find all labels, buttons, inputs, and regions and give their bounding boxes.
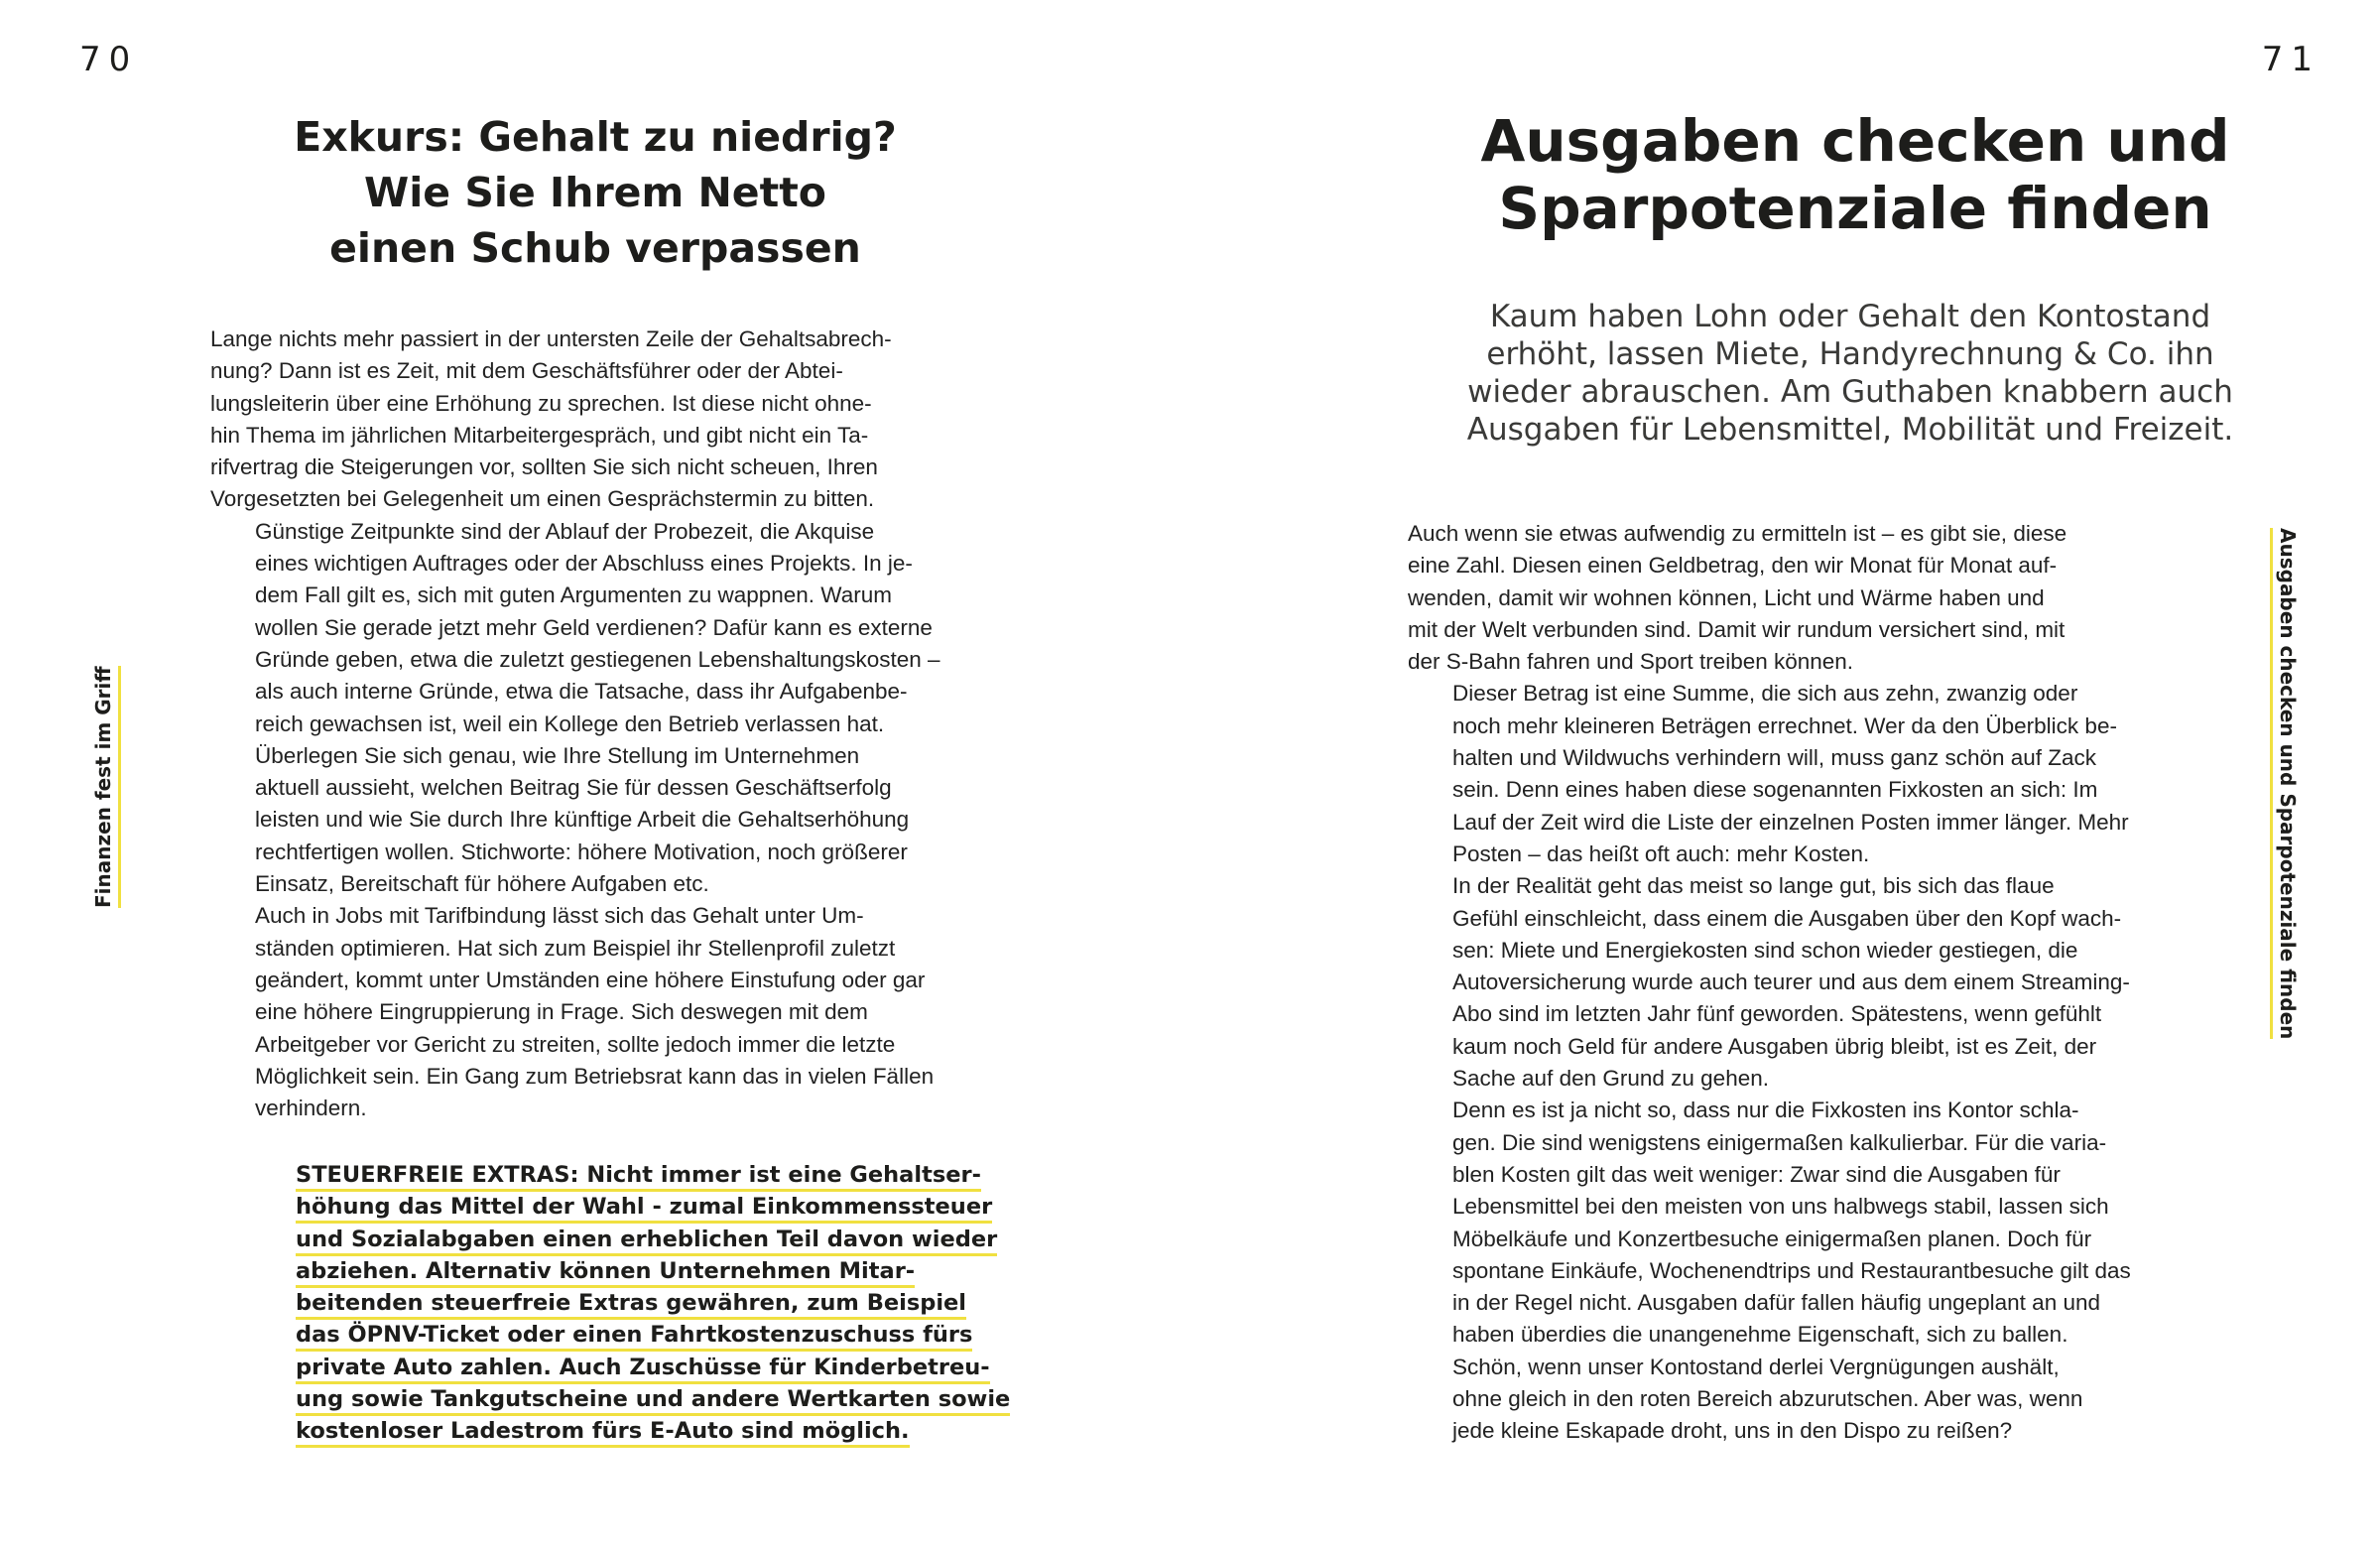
box-line-text: STEUERFREIE EXTRAS: Nicht immer ist eine Gehaltser- [296,1162,981,1192]
text-line: wollen Sie gerade jetzt mehr Geld verdienen? Dafür kann es externe [255,614,933,640]
text-line: ständen optimieren. Hat sich zum Beispiel ihr Stellenprofil zuletzt [255,935,896,961]
box-line [296,1415,1010,1447]
text-line: sen: Miete und Energiekosten sind schon wieder gestiegen, die [1452,937,2078,963]
text-line: Möbelkäufe und Konzertbesuche einigermaßen planen. Doch für [1452,1226,2092,1251]
paragraph [210,740,1004,900]
box-line [296,1319,1010,1351]
box-line-text: abziehen. Alternativ können Unternehmen Mitar- [296,1258,915,1288]
box-line [296,1159,1010,1191]
text-line: In der Realität geht das meist so lange gut, bis sich das flaue [1452,873,2055,899]
text-line: Lange nichts mehr passiert in der untersten Zeile der Gehaltsabrech- [210,326,892,351]
lead-line: erhöht, lassen Miete, Handyrechnung & Co. ihn [1486,336,2214,372]
text-line: gen. Die sind wenigstens einigermaßen kalkulierbar. Für die varia- [1452,1129,2107,1155]
text-line: Dieser Betrag ist eine Summe, die sich aus zehn, zwanzig oder [1452,681,2078,707]
paragraph [210,323,1004,516]
box-line-text: und Sozialabgaben einen erheblichen Teil davon wieder [296,1227,997,1256]
text-line: Auch wenn sie etwas aufwendig zu ermitteln ist – es gibt sie, diese [1408,521,2067,546]
paragraph [210,900,1004,1124]
heading-line: Ausgaben checken und [1480,107,2230,175]
box-line [296,1383,1010,1415]
text-line: blen Kosten gilt das weit weniger: Zwar sind die Ausgaben für [1452,1161,2061,1187]
section-side-label [2276,528,2300,1039]
text-line: mit der Welt verbunden sind. Damit wir rundum versichert sind, mit [1408,616,2066,642]
box-line-text: private Auto zahlen. Auch Zuschüsse für Kinderbetreu- [296,1355,990,1384]
text-line: Überlegen Sie sich genau, wie Ihre Stellung im Unternehmen [255,742,860,768]
chapter-heading [1429,107,2282,242]
text-line: halten und Wildwuchs verhindern will, muss ganz schön auf Zack [1452,745,2097,771]
lead-line: Kaum haben Lohn oder Gehalt den Kontostand [1489,299,2211,334]
paragraph [1408,678,2211,870]
section-side-label-text: Finanzen fest im Griff [91,666,121,908]
box-line-text: beitenden steuerfreie Extras gewähren, zum Beispiel [296,1290,966,1320]
text-line: Gefühl einschleicht, dass einem die Ausgaben über den Kopf wach- [1452,905,2122,931]
text-line: haben überdies die unangenehme Eigenschaft, sich zu ballen. [1452,1322,2068,1348]
text-line: dem Fall gilt es, sich mit guten Argumenten zu wappnen. Warum [255,582,892,608]
heading-line: Exkurs: Gehalt zu niedrig? [294,113,897,161]
text-line: aktuell aussieht, welchen Beitrag Sie für dessen Geschäftserfolg [255,775,892,801]
text-line: in der Regel nicht. Ausgaben dafür fallen häufig ungeplant an und [1452,1290,2100,1316]
section-side-label-text: Ausgaben checken und Sparpotenziale finden [2270,528,2300,1039]
paragraph [210,516,1004,740]
box-line [296,1287,1010,1319]
tax-free-extras-box [296,1159,1010,1448]
text-line: Denn es ist ja nicht so, dass nur die Fixkosten ins Kontor schla- [1452,1098,2079,1123]
text-line: eines wichtigen Auftrages oder der Abschluss eines Projekts. In je- [255,551,913,577]
text-line: Vorgesetzten bei Gelegenheit um einen Gesprächstermin zu bitten. [210,486,875,512]
text-line: Autoversicherung wurde auch teurer und aus dem einem Streaming- [1452,969,2130,995]
text-line: sein. Denn eines haben diese sogenannten Fixkosten an sich: Im [1452,777,2098,803]
text-line: der S-Bahn fahren und Sport treiben können. [1408,649,1854,675]
section-side-label [91,666,115,908]
text-line: rifvertrag die Steigerungen vor, sollten Sie sich nicht scheuen, Ihren [210,454,878,480]
box-line [296,1255,1010,1287]
heading-line: Sparpotenziale finden [1498,175,2212,242]
right-page [1190,0,2380,1551]
paragraph [1408,1095,2211,1351]
text-line: eine Zahl. Diesen einen Geldbetrag, den wir Monat für Monat auf- [1408,553,2058,579]
text-line: Möglichkeit sein. Ein Gang zum Betriebsrat kann das in vielen Fällen [255,1063,935,1089]
box-line [296,1224,1010,1255]
excursus-heading [238,109,952,276]
text-line: eine höhere Eingruppierung in Frage. Sich deswegen mit dem [255,999,868,1025]
text-line: Gründe geben, etwa die zuletzt gestiegenen Lebenshaltungskosten – [255,646,940,672]
heading-line: Wie Sie Ihrem Netto [364,169,826,216]
lead-line: wieder abrauschen. Am Guthaben knabbern auch [1467,374,2233,410]
heading-line: einen Schub verpassen [329,224,861,272]
box-line-text: ung sowie Tankgutscheine und andere Wertkarten sowie [296,1386,1010,1416]
text-line: leisten und wie Sie durch Ihre künftige Arbeit die Gehaltserhöhung [255,807,910,833]
box-line [296,1352,1010,1383]
body-text [1408,518,2211,1448]
text-line: kaum noch Geld für andere Ausgaben übrig bleibt, ist es Zeit, der [1452,1033,2097,1059]
text-line: Günstige Zeitpunkte sind der Ablauf der Probezeit, die Akquise [255,518,875,544]
paragraph [1408,518,2211,678]
text-line: geändert, kommt unter Umständen eine höhere Einstufung oder gar [255,967,926,992]
text-line: reich gewachsen ist, weil ein Kollege den Betrieb verlassen hat. [255,711,885,736]
text-line: rechtfertigen wollen. Stichworte: höhere Motivation, noch größerer [255,839,908,864]
text-line: Abo sind im letzten Jahr fünf geworden. Spätestens, wenn gefühlt [1452,1001,2102,1027]
text-line: Arbeitgeber vor Gericht zu streiten, sollte jedoch immer die letzte [255,1031,896,1057]
text-line: Lauf der Zeit wird die Liste der einzelnen Posten immer länger. Mehr [1452,809,2129,835]
text-line: Auch in Jobs mit Tarifbindung lässt sich das Gehalt unter Um- [255,903,864,929]
page-number: 71 [2261,40,2320,79]
text-line: Einsatz, Bereitschaft für höhere Aufgaben etc. [255,871,709,897]
box-line-text: kostenloser Ladestrom fürs E-Auto sind möglich. [296,1418,910,1448]
box-line-text: das ÖPNV-Ticket oder einen Fahrtkostenzuschuss fürs [296,1322,972,1352]
text-line: verhindern. [255,1096,367,1121]
text-line: Sache auf den Grund zu gehen. [1452,1066,1769,1092]
paragraph [1408,1352,2211,1448]
box-line [296,1191,1010,1223]
text-line: spontane Einkäufe, Wochenendtrips und Restaurantbesuche gilt das [1452,1257,2131,1283]
text-line: wenden, damit wir wohnen können, Licht und Wärme haben und [1408,584,2045,610]
box-line-text: höhung das Mittel der Wahl - zumal Einkommenssteuer [296,1194,992,1224]
text-line: als auch interne Gründe, etwa die Tatsache, dass ihr Aufgabenbe- [255,679,908,705]
text-line: jede kleine Eskapade droht, uns in den Dispo zu reißen? [1452,1418,2013,1444]
page-number: 70 [79,40,139,79]
lead-line: Ausgaben für Lebensmittel, Mobilität und Freizeit. [1466,412,2234,448]
text-line: Schön, wenn unser Kontostand derlei Vergnügungen aushält, [1452,1354,2060,1379]
lead-text [1389,298,2312,449]
text-line: ohne gleich in den roten Bereich abzurutschen. Aber was, wenn [1452,1386,2083,1412]
body-text [210,323,1004,1124]
paragraph [1408,870,2211,1095]
text-line: nung? Dann ist es Zeit, mit dem Geschäftsführer oder der Abtei- [210,358,843,384]
text-line: noch mehr kleineren Beträgen errechnet. Wer da den Überblick be- [1452,712,2117,738]
text-line: hin Thema im jährlichen Mitarbeitergespräch, und gibt nicht ein Ta- [210,422,869,448]
text-line: lungsleiterin über eine Erhöhung zu sprechen. Ist diese nicht ohne- [210,390,872,416]
text-line: Posten – das heißt oft auch: mehr Kosten. [1452,840,1870,866]
text-line: Lebensmittel bei den meisten von uns halbwegs stabil, lassen sich [1452,1194,2109,1220]
